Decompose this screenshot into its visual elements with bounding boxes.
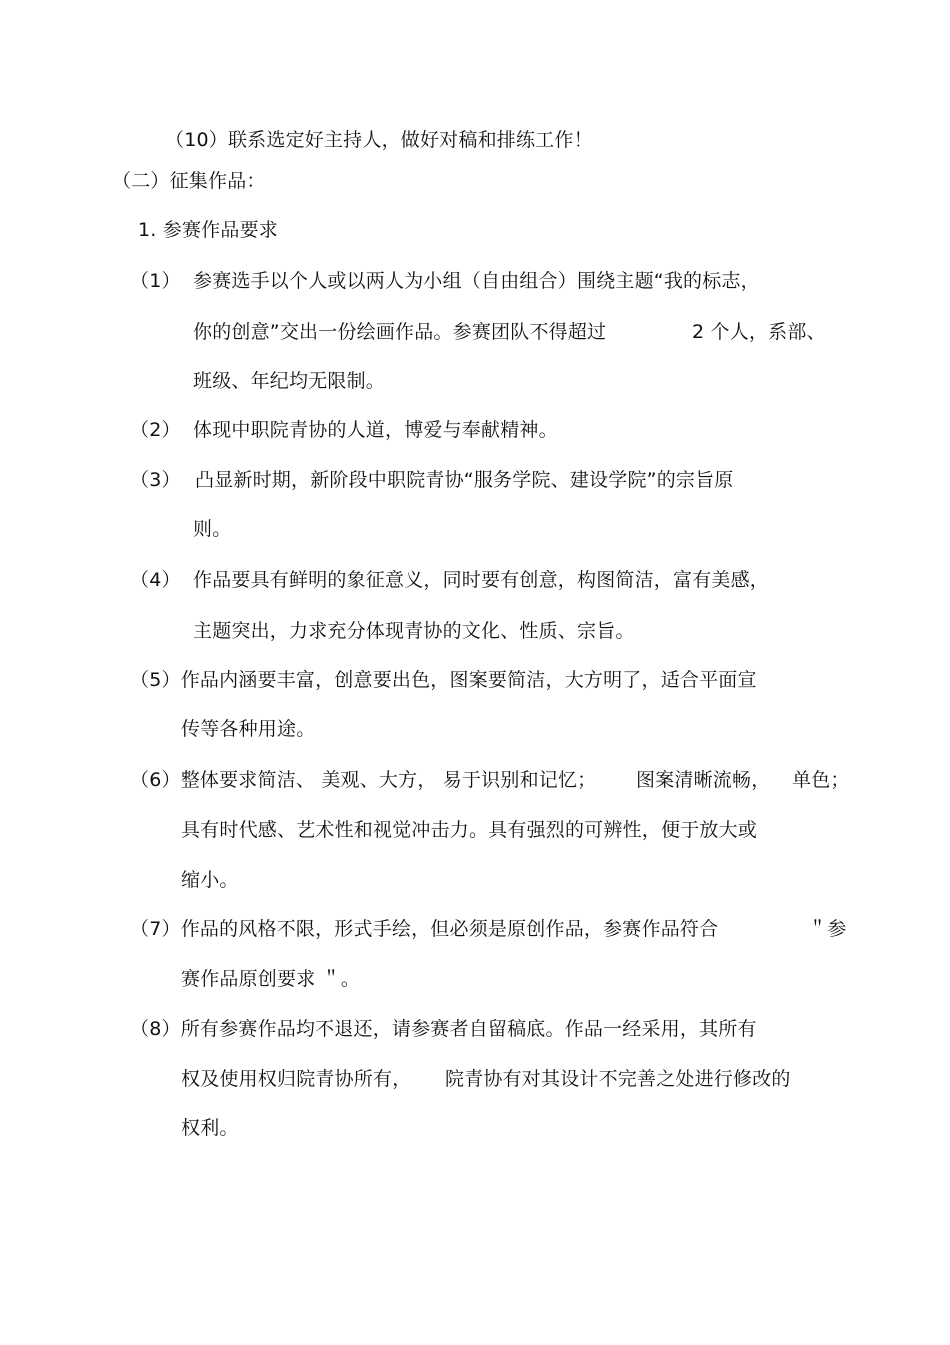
req-4-line-2: 主题突出，力求充分体现青协的文化、性质、宗旨。 [193,620,635,642]
req-7-line-2: 赛作品原创要求 ＂。 [181,968,361,990]
req-8-line-3: 权利。 [181,1117,239,1139]
req-1-number: （1） [130,270,181,292]
subsection-heading: 1. 参赛作品要求 [138,219,278,241]
req-1-line-3: 班级、年纪均无限制。 [193,370,386,392]
req-1-line-2: 你的创意”交出一份绘画作品。参赛团队不得超过 [193,321,607,343]
req-6-line-2: 具有时代感、艺术性和视觉冲击力。具有强烈的可辨性，便于放大或 [181,819,758,841]
req-4-line-1: 作品要具有鲜明的象征意义，同时要有创意，构图简洁，富有美感， [193,569,770,591]
req-3-line-2: 则。 [193,518,232,540]
req-6-line-1: （6）整体要求简洁、 美观、大方， 易于识别和记忆； [130,769,597,791]
item-10-text: （10）联系选定好主持人，做好对稿和排练工作！ [165,129,593,151]
req-4-number: （4） [130,569,181,591]
req-6-line-1-mid: 图案清晰流畅， [636,769,771,791]
req-5-line-1: （5）作品内涵要丰富，创意要出色，图案要简洁，大方明了，适合平面宣 [130,669,757,691]
section-heading: （二）征集作品： [112,170,266,192]
req-8-line-2-tail: 院青协有对其设计不完善之处进行修改的 [445,1068,791,1090]
req-2-line-1: 体现中职院青协的人道，博爱与奉献精神。 [193,419,558,441]
req-8-line-2: 权及使用权归院青协所有， [181,1068,412,1090]
req-6-line-1-tail: 单色； [792,769,850,791]
req-1-line-1: 参赛选手以个人或以两人为小组（自由组合）围绕主题“我的标志， [193,270,760,292]
req-6-line-3: 缩小。 [181,869,239,891]
req-2-number: （2） [130,419,181,441]
req-1-line-2-tail: 2 个人，系部、 [692,321,826,343]
req-7-line-1: （7）作品的风格不限，形式手绘，但必须是原创作品，参赛作品符合 [130,918,719,940]
req-3-line-1: 凸显新时期，新阶段中职院青协“服务学院、建设学院”的宗旨原 [195,469,734,491]
req-7-line-1-tail: ＂参 [808,918,847,940]
req-5-line-2: 传等各种用途。 [181,718,316,740]
req-8-line-1: （8）所有参赛作品均不退还，请参赛者自留稿底。作品一经采用，其所有 [130,1018,757,1040]
req-3-number: （3） [130,469,181,491]
